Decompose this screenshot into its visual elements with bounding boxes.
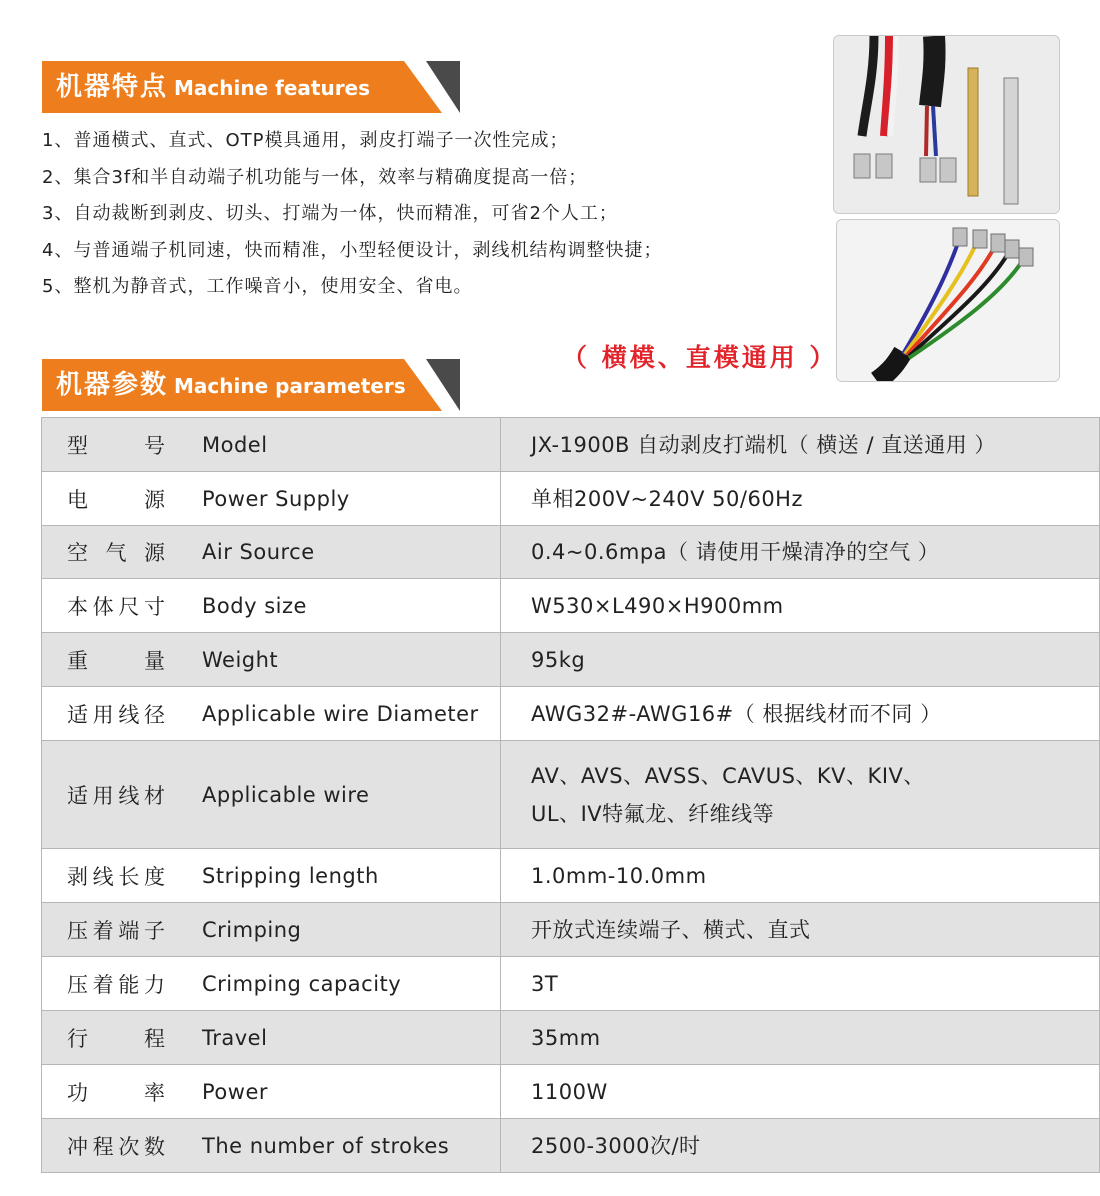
spec-label-cell	[42, 849, 501, 903]
spec-label-cell	[42, 957, 501, 1011]
features-title-en: Machine features	[174, 76, 371, 100]
feature-item: 1、普通横式、直式、OTP模具通用，剥皮打端子一次性完成；	[42, 130, 569, 151]
spec-label-cell	[42, 579, 501, 633]
spec-value: 35mm	[531, 1025, 601, 1050]
spec-label-zh: 适用线材	[67, 783, 165, 808]
feature-item: 4、与普通端子机同速，快而精准，小型轻便设计，剥线机结构调整快捷；	[42, 239, 663, 261]
spec-value: W530×L490×H900mm	[531, 593, 784, 618]
spec-label-cell	[42, 526, 501, 579]
spec-label-en: Air Source	[202, 540, 315, 564]
spec-value-cell	[501, 849, 1100, 903]
spec-row	[42, 903, 1100, 957]
feature-item: 3、自动裁断到剥皮、切头、打端为一体，快而精准，可省2个人工；	[42, 203, 618, 224]
spec-label-cell	[42, 633, 501, 687]
spec-label-zh: 重量	[67, 648, 165, 673]
feature-item: 2、集合3f和半自动端子机功能与一体，效率与精确度提高一倍；	[42, 166, 588, 188]
spec-label-zh: 冲程次数	[67, 1134, 165, 1159]
spec-value: UL、IV特氟龙、纤维线等	[531, 801, 775, 826]
spec-value-cell	[501, 1011, 1100, 1065]
spec-label-en: Applicable wire Diameter	[202, 701, 479, 726]
spec-label-zh: 型号	[67, 433, 165, 458]
spec-label-cell	[42, 1119, 501, 1173]
spec-value: 0.4~0.6mpa（ 请使用干燥清净的空气 ）	[531, 540, 940, 564]
spec-table	[41, 417, 1100, 1173]
mold-compat-note: （ 横模、直模通用 ）	[562, 343, 838, 372]
spec-value-cell	[501, 472, 1100, 526]
spec-label-cell	[42, 1011, 501, 1065]
spec-label-en: Travel	[202, 1025, 268, 1050]
spec-value-cell	[501, 903, 1100, 957]
spec-row	[42, 579, 1100, 633]
spec-label-en: Model	[202, 432, 268, 457]
spec-label-en: Power	[202, 1079, 268, 1104]
spec-label-cell	[42, 687, 501, 741]
spec-label-en: Crimping	[202, 917, 302, 942]
terminals-illustration	[834, 36, 1059, 213]
cable-illustration	[837, 220, 1059, 381]
spec-row	[42, 1011, 1100, 1065]
spec-label-en: Applicable wire	[202, 782, 370, 807]
spec-value: 2500-3000次/时	[531, 1133, 701, 1158]
spec-value: JX-1900B 自动剥皮打端机（ 横送 / 直送通用 ）	[531, 432, 996, 457]
spec-label-en: Crimping capacity	[202, 971, 402, 996]
spec-value-cell	[501, 741, 1100, 849]
spec-label-en: The number of strokes	[202, 1133, 450, 1158]
spec-value-cell	[501, 579, 1100, 633]
spec-value: AWG32#-AWG16#（ 根据线材而不同 ）	[531, 701, 942, 726]
spec-row	[42, 472, 1100, 526]
spec-label-zh: 空气源	[67, 541, 165, 565]
spec-label-zh: 电源	[67, 487, 165, 512]
features-title	[56, 61, 370, 113]
spec-value-cell	[501, 957, 1100, 1011]
spec-label-zh: 适用线径	[67, 702, 165, 727]
spec-value-cell	[501, 1119, 1100, 1173]
spec-row	[42, 526, 1100, 579]
spec-value: 1100W	[531, 1079, 608, 1104]
spec-value-cell	[501, 687, 1100, 741]
params-title-en: Machine parameters	[174, 374, 406, 398]
spec-label-en: Stripping length	[202, 863, 379, 888]
spec-label-en: Body size	[202, 593, 307, 618]
spec-value: 95kg	[531, 647, 586, 672]
spec-value: 3T	[531, 971, 559, 996]
spec-label-zh: 本体尺寸	[67, 594, 165, 619]
spec-row	[42, 1119, 1100, 1173]
spec-label-cell	[42, 1065, 501, 1119]
spec-row	[42, 633, 1100, 687]
spec-label-zh: 压着端子	[67, 918, 165, 943]
features-list	[42, 123, 662, 306]
spec-row	[42, 957, 1100, 1011]
spec-row	[42, 687, 1100, 741]
spec-label-en: Weight	[202, 647, 279, 672]
spec-value: 1.0mm-10.0mm	[531, 863, 707, 888]
spec-row	[42, 418, 1100, 472]
spec-label-zh: 压着能力	[67, 972, 165, 997]
spec-value-cell	[501, 633, 1100, 687]
spec-label-zh: 剥线长度	[67, 864, 165, 889]
spec-value: AV、AVS、AVSS、CAVUS、KV、KIV、	[531, 763, 925, 788]
spec-value: 单相200V~240V 50/60Hz	[531, 486, 803, 511]
spec-label-cell	[42, 418, 501, 472]
spec-label-cell	[42, 472, 501, 526]
spec-label-zh: 功率	[67, 1080, 165, 1105]
terminals-photo	[833, 35, 1060, 214]
cable-photo	[836, 219, 1060, 382]
spec-label-cell	[42, 903, 501, 957]
features-title-zh: 机器特点	[56, 72, 169, 102]
spec-value-cell	[501, 526, 1100, 579]
spec-label-cell	[42, 741, 501, 849]
spec-value: 开放式连续端子、横式、直式	[531, 917, 811, 942]
params-title-zh: 机器参数	[56, 370, 169, 400]
spec-value-cell	[501, 1065, 1100, 1119]
spec-row	[42, 849, 1100, 903]
spec-label-en: Power Supply	[202, 486, 350, 511]
spec-row	[42, 741, 1100, 849]
spec-table-body	[42, 418, 1100, 1173]
spec-row	[42, 1065, 1100, 1119]
params-title	[56, 359, 406, 411]
spec-label-zh: 行程	[67, 1026, 165, 1051]
feature-item: 5、整机为静音式，工作噪音小，使用安全、省电。	[42, 276, 473, 297]
spec-value-cell	[501, 418, 1100, 472]
